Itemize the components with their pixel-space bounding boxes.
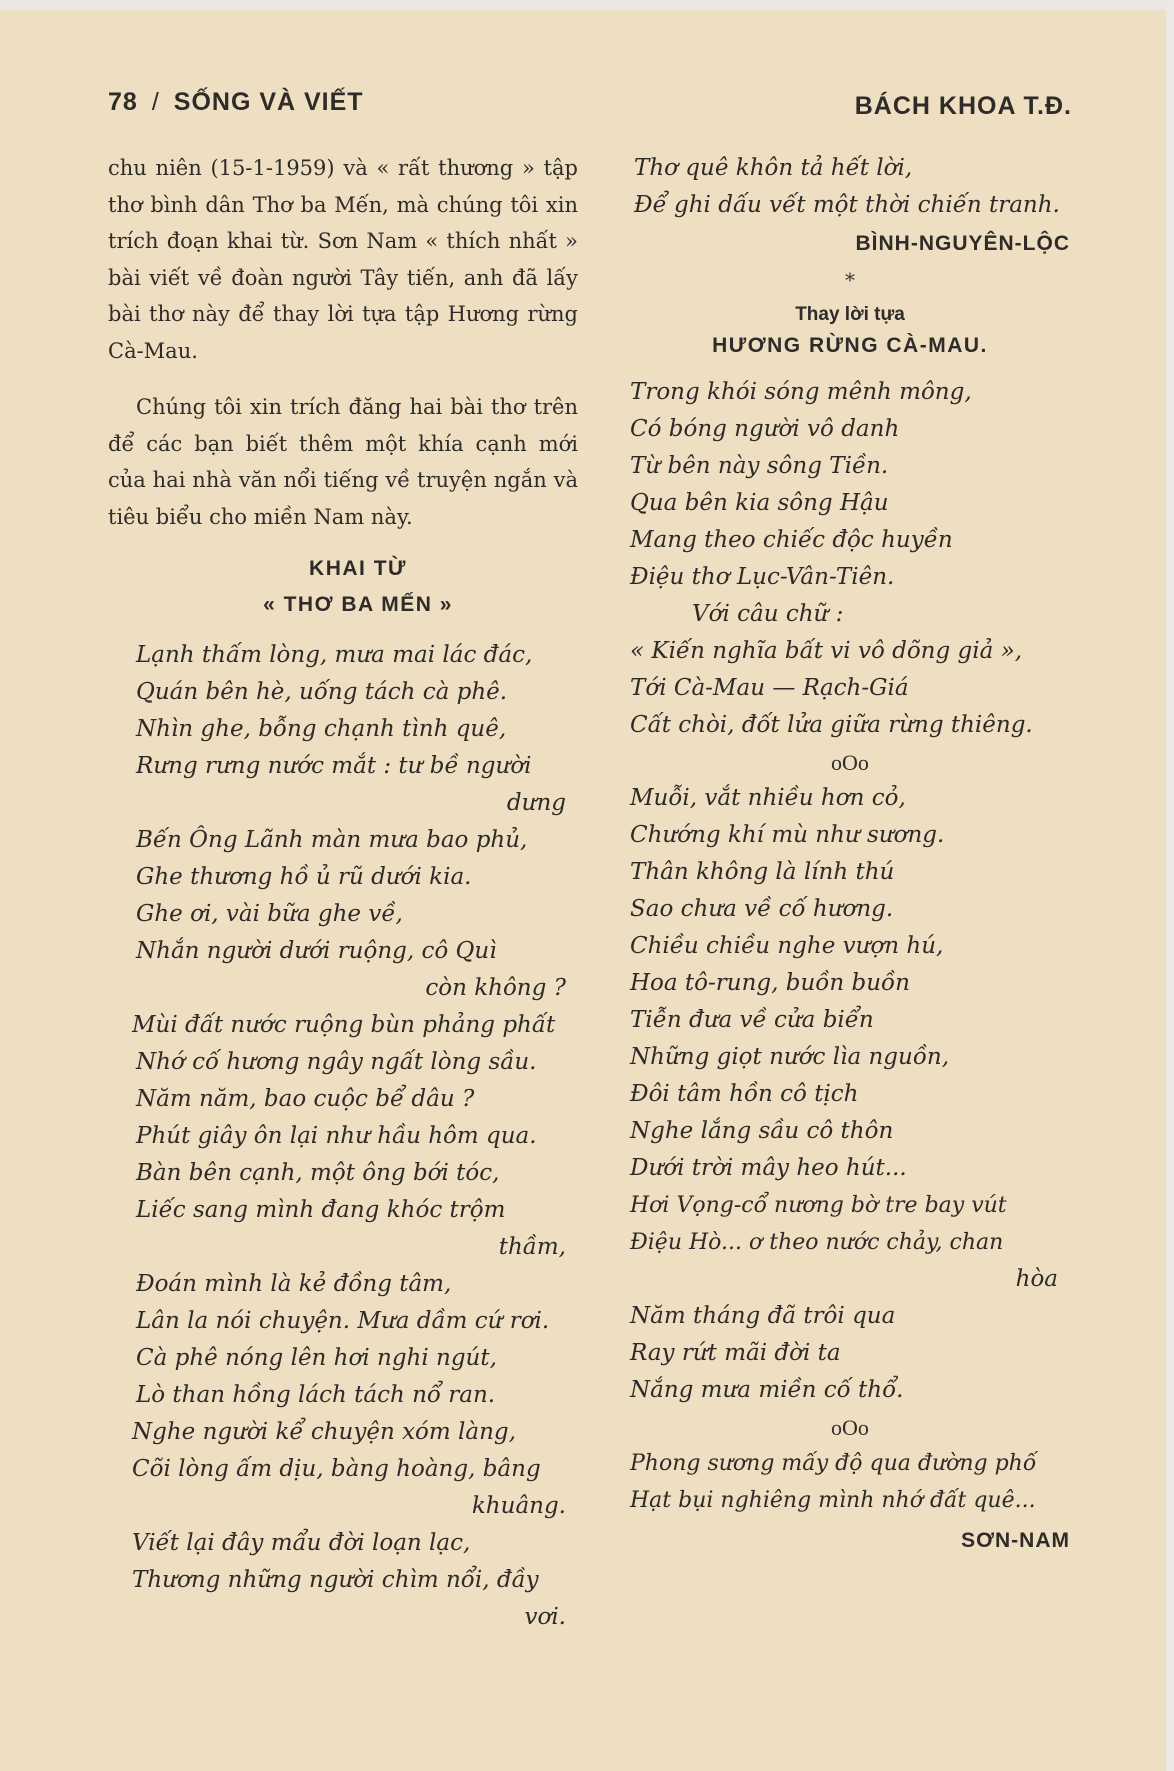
- poem-stanza-2: [630, 780, 1070, 1409]
- poem-line: Qua bên kia sông Hậu: [630, 490, 889, 516]
- poem-line: Với câu chữ :: [692, 601, 844, 627]
- poem-line: Tới Cà-Mau — Rạch-Giá: [630, 675, 909, 701]
- poem-line: Lạnh thấm lòng, mưa mai lác đác,: [136, 642, 533, 668]
- poem-line: Nghe người kể chuyện xóm làng,: [132, 1419, 516, 1445]
- poem-line: Thương những người chìm nổi, đầy: [132, 1567, 539, 1593]
- poem-line: Hạt bụi nghiêng mình nhớ đất quê...: [630, 1488, 1036, 1513]
- poem-stanza-3: [630, 1445, 1070, 1519]
- poem-line: Bến Ông Lãnh màn mưa bao phủ,: [136, 827, 528, 853]
- poem-line: Tiễn đưa về cửa biển: [630, 1007, 874, 1033]
- poem-line: Bàn bên cạnh, một ông bới tóc,: [136, 1160, 500, 1186]
- poem-line: Đôi tâm hồn cô tịch: [630, 1081, 859, 1107]
- poem-line: Phong sương mấy độ qua đường phố: [630, 1451, 1037, 1476]
- poem-line: Ghe ơi, vài bữa ghe về,: [136, 901, 403, 927]
- poem-line: Chiều chiều nghe vượn hú,: [630, 933, 944, 959]
- poem-line: Mang theo chiếc độc huyền: [630, 527, 953, 553]
- intro-paragraph: chu niên (15-1-1959) và « rất thương » tập thơ bình dân Thơ ba Mến, mà chúng tôi xin trích đoạn khai từ. Sơn Nam « thích nhất » bài viết về đoàn người Tây tiến, anh đã lấy bài thơ này để thay lời tựa tập Hương rừng Cà-Mau.: [108, 156, 578, 363]
- left-column: [108, 150, 578, 1636]
- poem-line: Có bóng người vô danh: [630, 416, 900, 442]
- poem-line: Những giọt nước lìa nguồn,: [630, 1044, 950, 1070]
- poem-line: Năm năm, bao cuộc bể dâu ?: [136, 1086, 475, 1112]
- poem-line-continuation: khuâng.: [471, 1493, 566, 1519]
- poem-line-continuation: hòa: [1015, 1266, 1058, 1292]
- poem-line: Đoán mình là kẻ đồng tâm,: [136, 1271, 452, 1297]
- poem-title: KHAI TỪ: [309, 557, 407, 580]
- poem-line: Nhắn người dưới ruộng, cô Quì: [136, 938, 497, 964]
- poem-line: Hoa tô-rung, buồn buồn: [630, 970, 910, 996]
- star-separator: *: [845, 268, 855, 292]
- poem-line: Điệu Hò... ơ theo nước chảy, chan: [630, 1230, 1004, 1255]
- poem-line: Từ bên này sông Tiền.: [630, 453, 889, 479]
- poem-line: Ghe thương hồ ủ rũ dưới kia.: [136, 864, 472, 890]
- poem-line: Lò than hồng lách tách nổ ran.: [136, 1382, 496, 1408]
- poem-line: Sao chưa về cố hương.: [630, 896, 894, 922]
- poem-line: Trong khói sóng mênh mông,: [630, 379, 972, 405]
- poem-line-continuation: dưng: [506, 790, 566, 816]
- poem-line: Thơ quê khôn tả hết lời,: [634, 155, 913, 181]
- poem-subtitle: Thay lời tựa: [795, 304, 905, 325]
- poem-line: Cà phê nóng lên hơi nghi ngút,: [136, 1345, 497, 1371]
- poem-line-continuation: còn không ?: [425, 975, 566, 1001]
- page-number: 78: [108, 88, 138, 116]
- poem-line: Mùi đất nước ruộng bùn phảng phất: [132, 1012, 556, 1038]
- poem-line: Quán bên hè, uống tách cà phê.: [136, 679, 508, 705]
- second-paragraph: Chúng tôi xin trích đăng hai bài thơ trên để các bạn biết thêm một khía cạnh mới của hai nhà văn nổi tiếng về truyện ngắn và tiêu biểu cho miền Nam này.: [108, 395, 578, 529]
- poem-line: Nhớ cố hương ngây ngất lòng sầu.: [136, 1049, 537, 1075]
- poem-line: Muỗi, vắt nhiều hơn cỏ,: [630, 785, 906, 811]
- stanza-separator: oOo: [831, 1415, 869, 1440]
- stanza-separator: oOo: [831, 750, 869, 775]
- poem-khai-tu: [108, 637, 578, 1636]
- poem-line: Liếc sang mình đang khóc trộm: [136, 1197, 506, 1223]
- author-signature: SƠN-NAM: [961, 1529, 1070, 1552]
- header-separator: /: [151, 88, 160, 116]
- poem-stanza-1: [630, 374, 1070, 744]
- poem-line: Rưng rưng nước mắt : tư bề người: [136, 753, 532, 779]
- poem-line: Hơi Vọng-cổ nương bờ tre bay vút: [630, 1193, 1007, 1218]
- poem-line: « Kiến nghĩa bất vi vô dõng giả »,: [630, 638, 1023, 664]
- poem-ending: [630, 150, 1070, 224]
- poem-line: Phút giây ôn lại như hầu hôm qua.: [136, 1123, 537, 1149]
- poem-line: Cõi lòng ấm dịu, bàng hoàng, bâng: [132, 1456, 541, 1482]
- poem-line: Lân la nói chuyện. Mưa dầm cứ rơi.: [136, 1308, 550, 1334]
- magazine-title: BÁCH KHOA T.Đ.: [854, 92, 1072, 120]
- poem-line: Nắng mưa miền cố thổ.: [630, 1377, 904, 1403]
- poem-line: Năm tháng đã trôi qua: [630, 1303, 896, 1329]
- poem-line: Nghe lắng sầu cô thôn: [630, 1118, 894, 1144]
- poem-line: Chướng khí mù như sương.: [630, 822, 945, 848]
- poem-subtitle: « THƠ BA MẾN »: [263, 593, 453, 616]
- poem-line: Cất chòi, đốt lửa giữa rừng thiêng.: [630, 712, 1033, 738]
- poem-line: Thân không là lính thú: [630, 859, 895, 885]
- poem-title: HƯƠNG RỪNG CÀ-MAU.: [712, 334, 988, 357]
- poem-line: Viết lại đây mẩu đời loạn lạc,: [132, 1530, 471, 1556]
- poem-line: Ray rứt mãi đời ta: [630, 1340, 841, 1366]
- poem-line-continuation: vơi.: [524, 1604, 566, 1630]
- author-signature: BÌNH-NGUYÊN-LỘC: [855, 232, 1070, 255]
- poem-line-continuation: thầm,: [498, 1234, 566, 1260]
- right-column: [630, 150, 1070, 1553]
- poem-line: Điệu thơ Lục-Vân-Tiên.: [630, 564, 895, 590]
- section-title: SỐNG VÀ VIẾT: [173, 88, 364, 116]
- page-header: [108, 88, 1072, 128]
- poem-line: Dưới trời mây heo hút...: [630, 1155, 907, 1181]
- poem-line: Nhìn ghe, bỗng chạnh tình quê,: [136, 716, 507, 742]
- header-left: [108, 88, 364, 117]
- poem-line: Để ghi dấu vết một thời chiến tranh.: [634, 192, 1060, 218]
